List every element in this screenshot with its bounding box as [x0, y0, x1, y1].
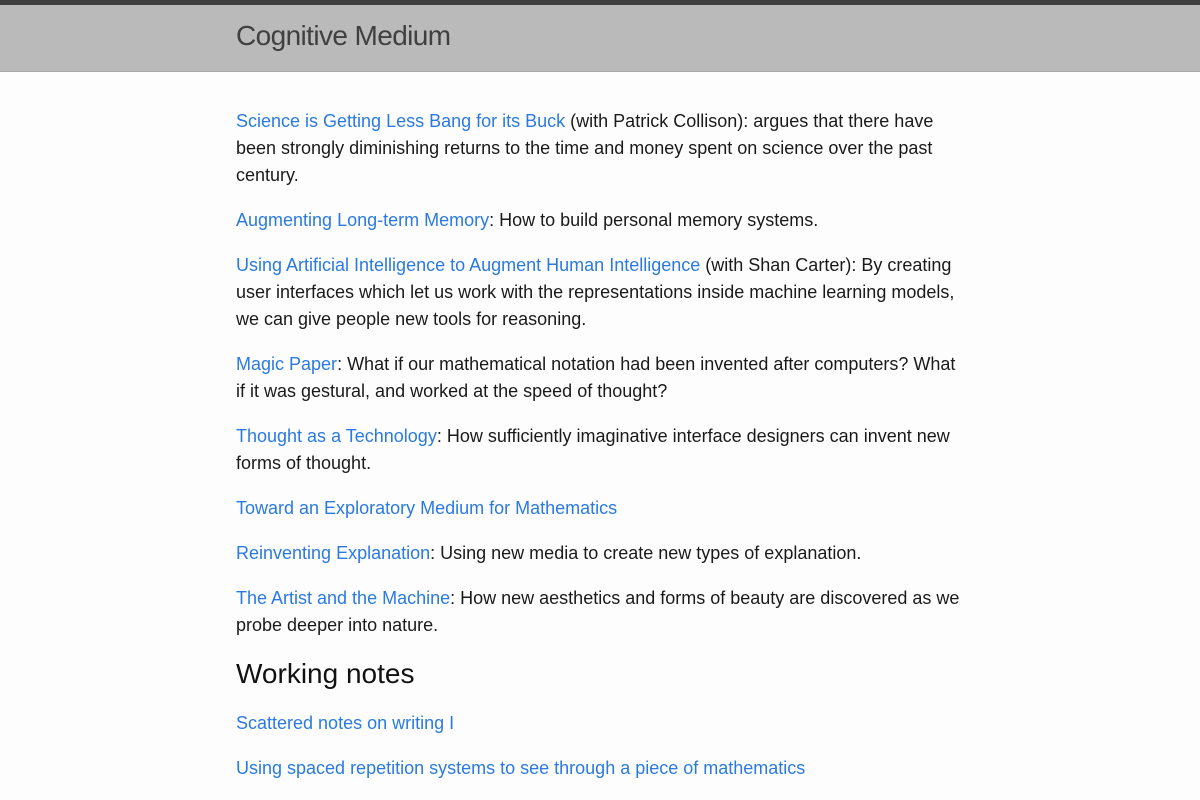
main-content [236, 108, 966, 800]
essay-description: : How new aesthetics and forms of beauty are discovered as we probe deeper into nature. [236, 588, 960, 635]
essay-description: (with Patrick Collison): argues that there have been strongly diminishing returns to the time and money spent on science over the past century. [236, 111, 934, 185]
working-note-link[interactable]: Using spaced repetition systems to see through a piece of mathematics [236, 758, 806, 778]
essay-entry [236, 540, 966, 567]
essay-link[interactable]: Science is Getting Less Bang for its Buck [236, 111, 566, 131]
working-note-item [236, 710, 966, 737]
essay-description: (with Shan Carter): By creating user interfaces which let us work with the representations inside machine learning models, we can give people new tools for reasoning. [236, 255, 955, 329]
essay-description: : Using new media to create new types of explanation. [430, 543, 862, 563]
essay-link[interactable]: Magic Paper [236, 354, 338, 374]
essay-link[interactable]: Toward an Exploratory Medium for Mathematics [236, 498, 618, 518]
essay-entry [236, 423, 966, 477]
site-title[interactable]: Cognitive Medium [236, 20, 451, 51]
essay-link[interactable]: Thought as a Technology [236, 426, 437, 446]
essay-entry [236, 495, 966, 522]
essay-entry [236, 207, 966, 234]
essay-entry [236, 108, 966, 189]
essay-link[interactable]: The Artist and the Machine [236, 588, 451, 608]
essay-entry [236, 252, 966, 333]
working-note-item [236, 755, 966, 782]
essay-description: : How to build personal memory systems. [489, 210, 819, 230]
essay-link[interactable]: Augmenting Long-term Memory [236, 210, 490, 230]
site-header [0, 5, 1200, 72]
essay-link[interactable]: Reinventing Explanation [236, 543, 431, 563]
working-note-link[interactable]: Scattered notes on writing I [236, 713, 455, 733]
essay-link[interactable]: Using Artificial Intelligence to Augment Human Intelligence [236, 255, 701, 275]
essay-description: : What if our mathematical notation had been invented after computers? What if it was gestural, and worked at the speed of thought? [236, 354, 956, 401]
working-notes-heading: Working notes [236, 658, 415, 689]
essay-description: : How sufficiently imaginative interface designers can invent new forms of thought. [236, 426, 950, 473]
essay-entry [236, 585, 966, 639]
essay-entry [236, 351, 966, 405]
